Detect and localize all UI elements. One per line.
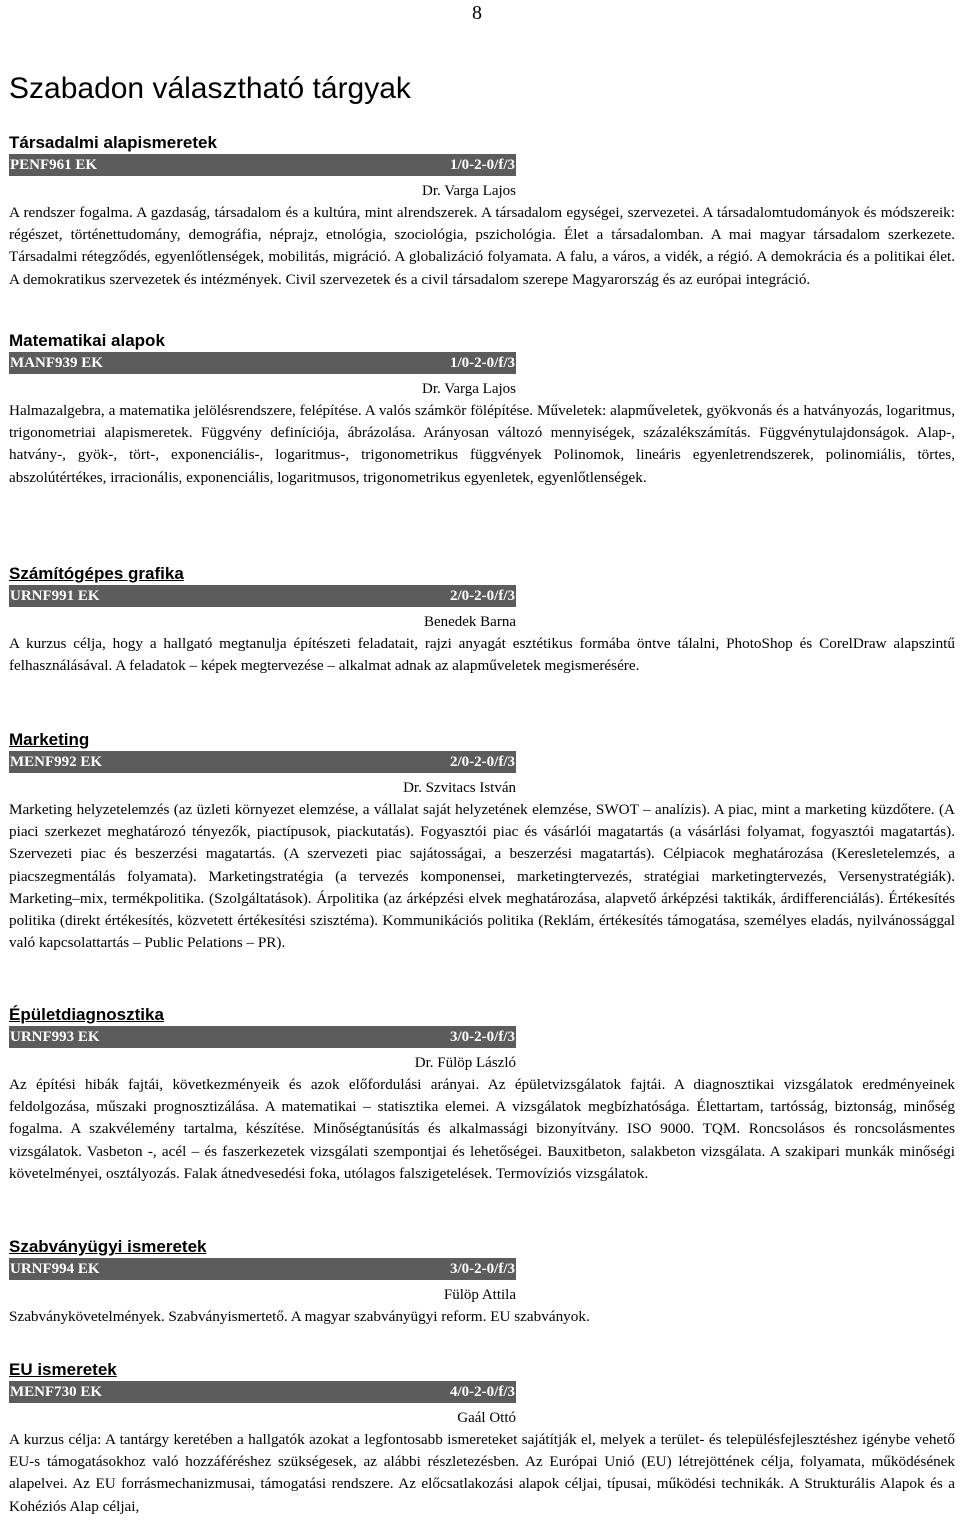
course-code-bar	[9, 1258, 516, 1280]
page-title: Szabadon választható tárgyak	[9, 72, 411, 105]
course-name: Számítógépes grafika	[9, 564, 184, 583]
course-code: PENF961 EK	[10, 156, 98, 173]
course-credits: 2/0-2-0/f/3	[450, 587, 515, 604]
course-credits: 3/0-2-0/f/3	[450, 1260, 515, 1277]
course-code-bar	[9, 751, 516, 773]
course-block	[9, 132, 955, 291]
course-credits: 1/0-2-0/f/3	[450, 354, 515, 371]
course-code-bar	[9, 154, 516, 176]
course-block	[9, 729, 955, 954]
course-description: Szabványkövetelmények. Szabványismertető. A magyar szabványügyi reform. EU szabványok.	[9, 1308, 590, 1325]
course-code: MENF730 EK	[10, 1383, 103, 1400]
course-description: A kurzus célja, hogy a hallgató megtanulja építészeti feladatait, rajzi anyagát esztétikus formába öntve tálalni, PhotoShop és CorelDraw alapszintű felhasználásával. A feladatok – képek megtervezése – alkalmat adnak az alapműveletek megismerésére.	[9, 635, 955, 675]
course-credits: 3/0-2-0/f/3	[450, 1028, 515, 1045]
course-credits: 4/0-2-0/f/3	[450, 1383, 515, 1400]
course-lecturer: Dr. Szvitacs István	[403, 780, 516, 796]
course-name: Társadalmi alapismeretek	[9, 133, 217, 152]
course-block	[9, 563, 955, 677]
course-code: URNF991 EK	[10, 587, 100, 604]
course-block	[9, 1004, 955, 1185]
course-code-bar	[9, 1026, 516, 1048]
course-lecturer: Fülöp Attila	[443, 1287, 516, 1303]
course-name: Épületdiagnosztika	[9, 1005, 164, 1024]
course-block	[9, 1359, 955, 1518]
course-description: Az építési hibák fajtái, következményeik és azok előfordulási arányai. Az épületvizsgálatok fajtái. A diagnosztikai vizsgálatok eredményeinek feldolgozása, műszaki prognosztizálása. A matematikai – statisztika elemei. A vizsgálatok megbízhatósága. Élettartam, tartósság, biztonság, minőség fogalma. A szakvélemény tartalma, készítése. Minőségtanúsítás és alkalmassági bizonyítvány. ISO 9000. TQM. Roncsolásos és roncsolásmentes vizsgálatok. Vasbeton -, acél – és faszerkezetek vizsgálati szempontjai és lehetőségei. Bauxitbeton, salakbeton vizsgálata. A szakipari munkák minőségi követelményei, osztályozás. Falak átnedvesedési foka, utólagos falszigetelések. Termovíziós vizsgálatok.	[9, 1076, 955, 1182]
course-code-bar	[9, 352, 516, 374]
course-name: Matematikai alapok	[9, 331, 165, 350]
course-lecturer: Benedek Barna	[423, 614, 516, 630]
course-code-bar	[9, 1381, 516, 1403]
course-credits: 2/0-2-0/f/3	[450, 753, 515, 770]
course-code-bar	[9, 585, 516, 607]
course-name: Szabványügyi ismeretek	[9, 1237, 207, 1256]
course-credits: 1/0-2-0/f/3	[450, 156, 515, 173]
course-lecturer: Dr. Fülöp László	[414, 1055, 516, 1071]
course-block	[9, 330, 955, 489]
course-description: A kurzus célja: A tantárgy keretében a hallgatók azokat a legfontosabb ismereteket sajátítják el, melyek a terület- és településfejlesztéshez igénybe vehető EU-s támogatásokhoz való hozzáféréshez szükségesek, az alábbi részletezésben. Az Európai Unió (EU) létrejöttének célja, folyamata, működésének alapelvei. Az EU forrásmechanizmusai, támogatási rendszere. Az előcsatlakozási alapok céljai, típusai, működési technikák. A Strukturális Alapok és a Kohéziós Alap céljai,	[9, 1431, 955, 1515]
course-lecturer: Dr. Varga Lajos	[421, 381, 516, 397]
course-code: MENF992 EK	[10, 753, 103, 770]
course-block	[9, 1236, 955, 1328]
course-description: Marketing helyzetelemzés (az üzleti környezet elemzése, a vállalat saját helyzetének elemzése, SWOT – analízis). A piac, mint a marketing küzdőtere. (A piaci szerkezet meghatározó tényezők, piactípusok, piackutatás). Fogyasztói piac és vásárlói magatartás (a vásárlási folyamat, fogyasztói magatartás). Szervezeti piac és beszerzési magatartás. (A szervezeti piac sajátosságai, a beszerzési magatartás). Célpiacok meghatározása (Keresletelemzés, a piacszegmentálás folyamata). Marketingstratégia (a tervezés komponensei, marketingtervezés, stratégiai marketingtervezés, Versenystratégiák). Marketing–mix, termékpolitika. (Szolgáltatások). Árpolitika (az árképzési elvek meghatározása, alapvető árképzési taktikák, árdifferenciálás). Értékesítés politika (direkt értékesítés, közvetett értékesítési szisztéma). Kommunikációs politika (Reklám, értékesítés támogatása, személyes eladás, nyilvánossággal való kapcsolattartás – Public Pelations – PR).	[9, 801, 955, 952]
course-lecturer: Gaál Ottó	[457, 1410, 516, 1426]
page-number: 8	[472, 2, 482, 24]
course-code: URNF993 EK	[10, 1028, 100, 1045]
course-description: A rendszer fogalma. A gazdaság, társadalom és a kultúra, mint alrendszerek. A társadalom egységei, szervezetei. A társadalomtudományok és módszereik: régészet, történettudomány, demográfia, néprajz, etnológia, szociológia, pszichológia. Élet a társadalomban. A mai magyar társadalom szerkezete. Társadalmi rétegződés, egyenlőtlenségek, mobilitás, migráció. A globalizáció folyamata. A falu, a város, a vidék, a régió. A demokrácia és a politikai élet. A demokratikus szervezetek és intézmények. Civil szervezetek és a civil társadalom szerepe Magyarország és az európai integráció.	[9, 204, 955, 288]
course-name: Marketing	[9, 730, 90, 749]
course-name: EU ismeretek	[9, 1360, 117, 1379]
course-lecturer: Dr. Varga Lajos	[421, 183, 516, 199]
course-code: MANF939 EK	[10, 354, 103, 371]
course-description: Halmazalgebra, a matematika jelölésrendszere, felépítése. A valós számkör fölépítése. Műveletek: alapműveletek, gyökvonás és a hatványozás, logaritmus, trigonometriai alapismeretek. Függvény definíciója, ábrázolása. Arányosan változó mennyiségek, százalékszámítás. Függvénytulajdonságok. Alap-, hatvány-, gyök-, tört-, exponenciális-, logaritmus-, trigonometrikus függvények Polinomok, lineáris egyenletrendszerek, polinomiális, törtes, abszolútértékes, irracionális, exponenciális, logaritmusos, trigonometrikus egyenletek, egyenlőtlenségek.	[9, 402, 955, 486]
course-code: URNF994 EK	[10, 1260, 100, 1277]
